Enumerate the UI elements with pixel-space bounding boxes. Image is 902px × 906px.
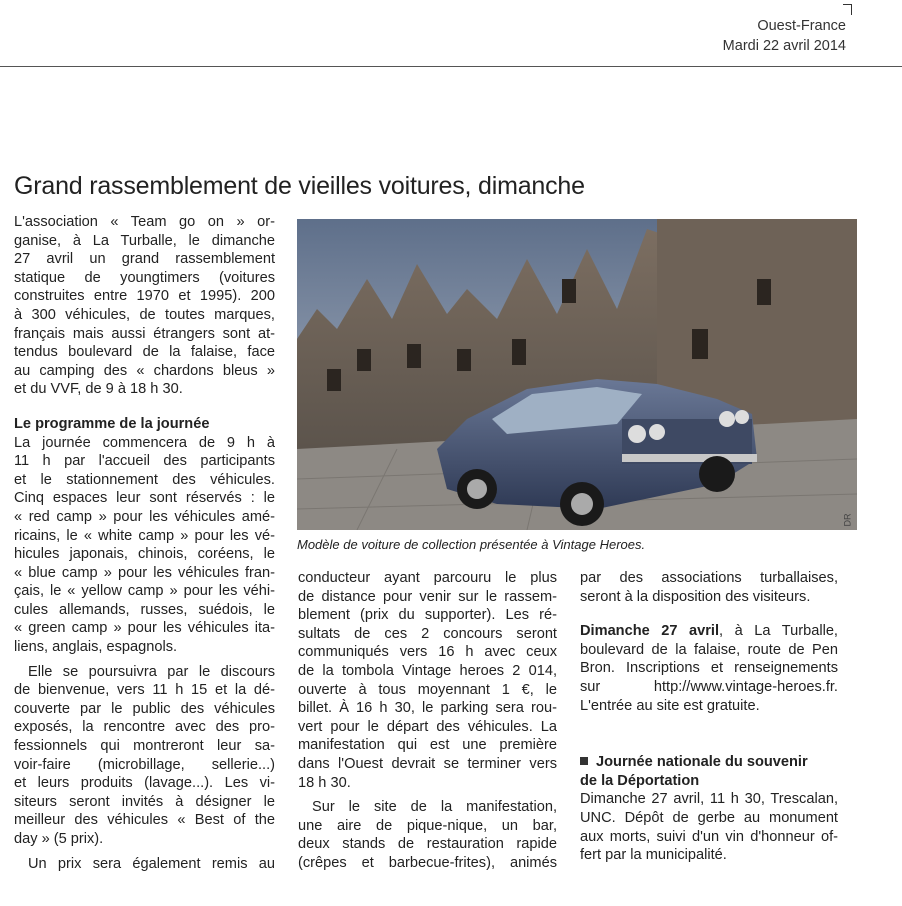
text-line: çais, le « yellow camp » pour les véhi-: [14, 583, 275, 600]
text-line: de bienvenue, vers 11 h 15 et la dé-: [14, 682, 275, 699]
text-line: 27 avril un grand rassemblement: [14, 251, 275, 268]
site-paragraph-end: [580, 569, 838, 606]
text-line: fert par la municipalité.: [580, 847, 727, 864]
column-2: [298, 569, 557, 873]
text-line: communiqués vers 16 h avec ceux: [298, 644, 557, 661]
brief-title: Journée nationale du souvenir: [580, 753, 838, 772]
prize-paragraph: [298, 569, 557, 792]
text-line: vert pour le départ des véhicules. La: [298, 718, 557, 735]
text-line: et leurs produits (lavage...). Les vi-: [14, 775, 275, 792]
text-line: 11 h par l'accueil des participants: [14, 453, 275, 470]
text-line: « blue camp » pour les véhicules fran-: [14, 564, 275, 581]
intro-paragraph: [14, 213, 275, 399]
text-line: français mais aussi étrangers sont at-: [14, 325, 275, 342]
text-line: statique de youngtimers (voitures: [14, 269, 275, 286]
text-line: ganise, à La Turballe, le dimanche: [14, 232, 275, 249]
text-line: aux morts, suivi d'un vin d'honneur of-: [580, 828, 838, 845]
text-line: au camping des « chardons bleus »: [14, 362, 275, 379]
photo-credit: DR: [842, 513, 853, 527]
text-line: ouverte à tous moyennant 1 €, le: [298, 681, 557, 698]
publication-date: Mardi 22 avril 2014: [722, 38, 846, 54]
text-line: cules allemands, russes, suédois, le: [14, 601, 275, 618]
info-line-1: Dimanche 27 avril, à La Turballe,: [580, 623, 838, 640]
program-paragraph: [14, 434, 275, 657]
bullet-square-icon: [580, 757, 588, 765]
text-line: (crêpes et barbecue-frites), animés: [298, 854, 557, 871]
info-website: sur http://www.vintage-heroes.fr.: [580, 678, 838, 695]
welcome-paragraph: [14, 663, 275, 849]
text-line: meilleur des véhicules « Best of the: [14, 812, 275, 829]
newspaper-name: Ouest-France: [757, 18, 846, 34]
text-line: de la tombola Vintage heroes 2 014,: [298, 662, 557, 679]
text-line: blement (prix du supporter). Les ré-: [298, 607, 557, 624]
text-line: ricains, le « white camp » pour les vé-: [14, 527, 275, 544]
text-line: fessionnels qui montreront leur sa-: [14, 738, 275, 755]
subheading: Le programme de la journée: [14, 415, 210, 432]
text-line: sultats de ces 2 concours seront: [298, 625, 557, 642]
text-line: « red camp » pour les véhicules amé-: [14, 508, 275, 525]
text-line: et le stationnement des véhicules.: [14, 471, 275, 488]
text-line: exposés, la rencontre avec des pro-: [14, 719, 275, 736]
text-line: et du VVF, de 9 à 18 h 30.: [14, 381, 183, 398]
photo-caption: Modèle de voiture de collection présentée à Vintage Heroes.: [297, 537, 646, 552]
text-line: siteurs seront invités à désigner le: [14, 793, 275, 810]
text-line: manifestation qui est une première: [298, 737, 557, 754]
text-line: La journée commencera de 9 h à: [14, 434, 275, 451]
text-line: Cinq espaces leur sont réservés : le: [14, 490, 275, 507]
text-line: par des associations turballaises,: [580, 570, 838, 586]
header-rule: [0, 66, 902, 67]
text-line: « green camp » pour les véhicules ita-: [14, 620, 275, 637]
crop-mark: [843, 4, 852, 15]
info-line: L'entrée au site est gratuite.: [580, 697, 760, 714]
text-line: deux stands de restauration rapide: [298, 836, 557, 853]
text-line: dans l'Ouest devrait se terminer vers: [298, 755, 557, 772]
text-line: à 300 véhicules, de toutes marques,: [14, 306, 275, 323]
text-line: une aire de pique-nique, un bar,: [298, 817, 557, 834]
text-line: construites entre 1970 et 1995). 200: [14, 288, 275, 305]
brief-paragraph: [580, 790, 838, 864]
text-line: Dimanche 27 avril, 11 h 30, Trescalan,: [580, 791, 838, 808]
vintage-car-photo: [297, 219, 857, 530]
text-line: day » (5 prix).: [14, 831, 104, 847]
text-line: L'association « Team go on » or-: [14, 214, 275, 230]
article-title: Grand rassemblement de vieilles voitures, dimanche: [14, 172, 585, 200]
text-line: 18 h 30.: [298, 774, 351, 791]
info-date: Dimanche 27 avril: [580, 623, 720, 640]
text-line: billet. À 16 h 30, le parking sera rou-: [298, 700, 557, 717]
text-line: de distance pour venir sur le rassem-: [298, 588, 557, 605]
text-line: seront à la disposition des visiteurs.: [580, 588, 811, 605]
text-line: UNC. Dépôt de gerbe au monument: [580, 809, 838, 826]
text-line: conducteur ayant parcouru le plus: [298, 570, 557, 586]
text-line: Sur le site de la manifestation,: [312, 799, 557, 816]
info-line: Bron. Inscriptions et renseignements: [580, 660, 838, 677]
text-line: liens, anglais, espagnols.: [14, 639, 178, 656]
text-line: Elle se poursuivra par le discours: [28, 663, 275, 680]
text-line: Un prix sera également remis au: [28, 855, 275, 872]
prize-paragraph-start: [14, 855, 275, 874]
text-line: voir-faire (microbillage, sellerie...): [14, 756, 275, 773]
text-line: couverte par le public des véhicules: [14, 700, 275, 717]
info-line: boulevard de la falaise, route de Pen: [580, 641, 838, 658]
text-line: tendus boulevard de la falaise, face: [14, 344, 275, 361]
column-1: [14, 213, 275, 873]
brief-title-2: de la Déportation: [580, 772, 700, 789]
site-paragraph-start: [298, 798, 557, 872]
column-3: [580, 569, 838, 865]
text-line: hicules japonais, chinois, coréens, le: [14, 546, 275, 563]
